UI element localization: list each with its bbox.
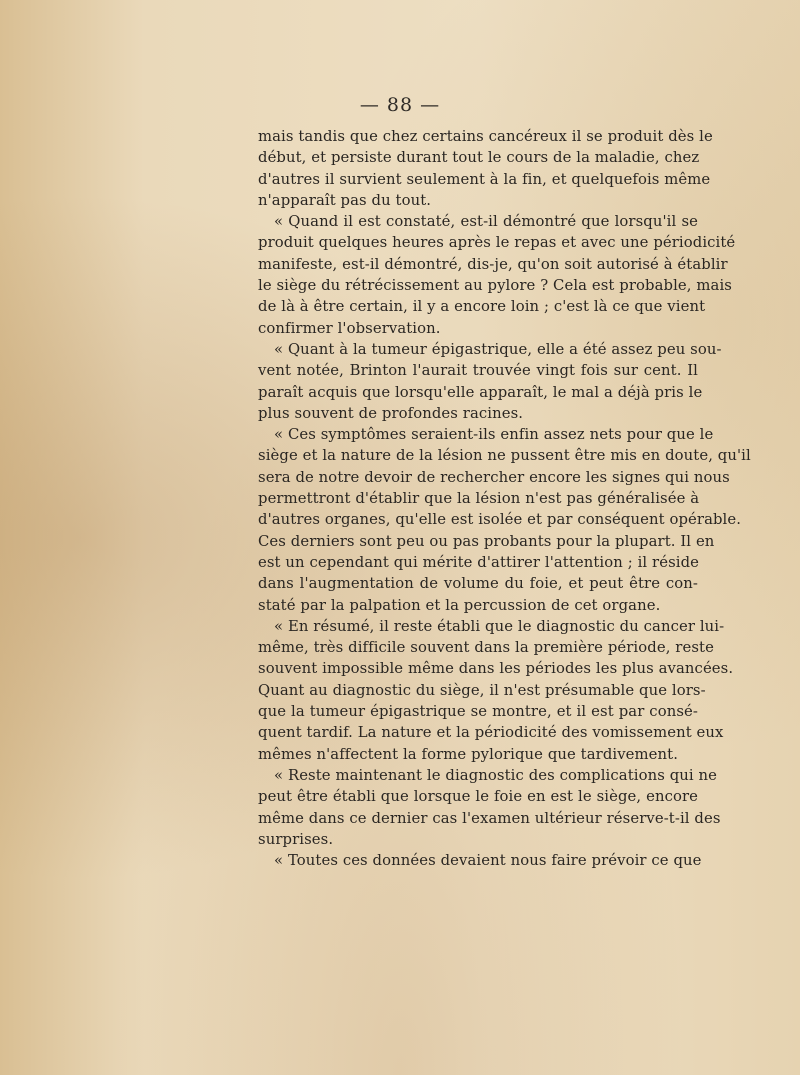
text-line: est un cependant qui mérite d'attirer l'attention ; il réside (258, 553, 700, 571)
text-line: même, très difficile souvent dans la première période, reste (258, 639, 714, 657)
text-line: dans l'augmentation de volume du foie, et peut être con- (258, 575, 698, 593)
text-line: vent notée, Brinton l'aurait trouvée vingt fois sur cent. Il (258, 362, 698, 380)
text-line: le siège du rétrécissement au pylore ? Cela est probable, mais (258, 277, 732, 295)
text-line: « Reste maintenant le diagnostic des complications qui ne (274, 766, 718, 784)
text-line: « Toutes ces données devaient nous faire prévoir ce que (274, 852, 702, 870)
text-line: que la tumeur épigastrique se montre, et il est par consé- (258, 703, 698, 721)
text-line: Ces derniers sont peu ou pas probants pour la plupart. Il en (258, 532, 715, 550)
text-line: peut être établi que lorsque le foie en est le siège, encore (258, 788, 698, 806)
body-text (258, 126, 751, 871)
text-line: début, et persiste durant tout le cours de la maladie, chez (258, 149, 700, 167)
text-line: mêmes n'affectent la forme pylorique que tardivement. (258, 745, 679, 763)
text-line: paraît acquis que lorsqu'elle apparaît, le mal a déjà pris le (258, 383, 703, 401)
text-line: « En résumé, il reste établi que le diagnostic du cancer lui- (274, 617, 725, 635)
text-line: d'autres il survient seulement à la fin, et quelquefois même (258, 170, 711, 188)
text-line: confirmer l'observation. (258, 319, 441, 337)
text-line: même dans ce dernier cas l'examen ultérieur réserve-t-il des (258, 809, 721, 827)
text-line: plus souvent de profondes racines. (258, 404, 524, 422)
text-line: mais tandis que chez certains cancéreux il se produit dès le (258, 128, 713, 145)
text-line: n'apparaît pas du tout. (258, 191, 432, 209)
page-number: — 88 — (359, 94, 441, 116)
text-line: souvent impossible même dans les périodes les plus avancées. (258, 660, 734, 678)
text-line: Quant au diagnostic du siège, il n'est présumable que lors- (258, 681, 706, 699)
text-line: « Quant à la tumeur épigastrique, elle a été assez peu sou- (274, 340, 722, 358)
text-line: siège et la nature de la lésion ne pussent être mis en doute, qu'il (258, 447, 751, 465)
text-line: de là à être certain, il y a encore loin ; c'est là ce que vient (258, 298, 706, 316)
text-line: « Ces symptômes seraient-ils enfin assez nets pour que le (274, 426, 714, 444)
text-line: quent tardif. La nature et la périodicité des vomissement eux (258, 724, 724, 742)
text-line: manifeste, est-il démontré, dis-je, qu'on soit autorisé à établir (258, 255, 728, 273)
text-line: staté par la palpation et la percussion de cet organe. (258, 596, 661, 614)
text-line: d'autres organes, qu'elle est isolée et par conséquent opérable. (258, 511, 742, 529)
text-line: surprises. (258, 830, 334, 848)
text-line: permettront d'établir que la lésion n'est pas généralisée à (258, 490, 700, 508)
text-line: sera de notre devoir de rechercher encore les signes qui nous (258, 468, 730, 486)
text-line: produit quelques heures après le repas et avec une périodicité (258, 234, 736, 252)
text-line: « Quand il est constaté, est-il démontré que lorsqu'il se (274, 213, 698, 231)
